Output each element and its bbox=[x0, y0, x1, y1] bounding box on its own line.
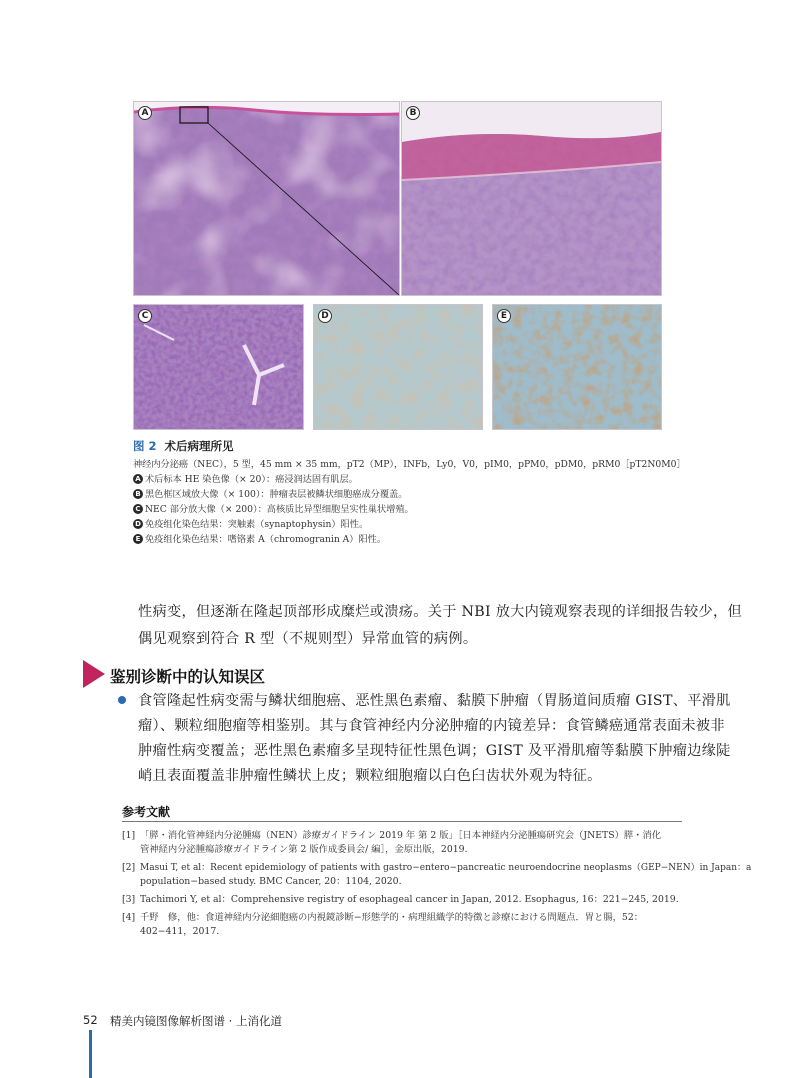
figure-title-text: 术后病理所见 bbox=[164, 439, 234, 453]
caption-badge-d: D bbox=[133, 519, 143, 529]
caption-line bbox=[133, 488, 407, 501]
panel-a-image bbox=[134, 102, 399, 295]
caption-text: NEC 部分放大像（× 200）：高核质比异型细胞呈实性巢状增殖。 bbox=[145, 504, 414, 515]
bullet-line: 肿瘤性病变覆盖；恶性黑色素瘤多呈现特征性黑色调；GIST 及平滑肌瘤等黏膜下肿瘤边缘陡 bbox=[138, 743, 731, 759]
panel-c-image bbox=[134, 305, 303, 429]
reference-text: 管神経内分泌腫瘍診療ガイドライン第 2 版作成委員会/ 編］，金原出版，2019. bbox=[140, 844, 468, 855]
running-footer-title: 精美内镜图像解析图谱 · 上消化道 bbox=[110, 1014, 282, 1028]
figure-number: 图 2 bbox=[133, 439, 157, 453]
caption-line bbox=[133, 518, 368, 531]
panel-e-image bbox=[493, 305, 661, 429]
panel-d-image bbox=[314, 305, 482, 429]
caption-badge-a: A bbox=[133, 474, 143, 484]
reference-number: [3] bbox=[122, 894, 136, 905]
figure-title bbox=[133, 438, 234, 454]
reference-number: [1] bbox=[122, 830, 136, 841]
bullet-line: 峭且表面覆盖非肿瘤性鳞状上皮；颗粒细胞瘤以白色臼齿状外观为特征。 bbox=[138, 768, 602, 784]
panel-b-he-zoom bbox=[401, 101, 662, 296]
reference-text: 「膵・消化管神経内分泌腫瘍（NEN）診療ガイドライン 2019 年 第 2 版」［日本神経内分泌腫瘍研究会（JNETS）膵・消化 bbox=[140, 830, 662, 841]
bullet-icon bbox=[118, 696, 126, 704]
section-title: 鉴别诊断中的认知误区 bbox=[110, 668, 266, 686]
panel-a-he-overview bbox=[133, 101, 400, 296]
reference-number: [4] bbox=[122, 912, 136, 923]
caption-line bbox=[133, 533, 386, 546]
bullet-line: 瘤）、颗粒细胞瘤等相鉴别。其与食管神经内分泌肿瘤的内镜差异：食管鳞癌通常表面未被非 bbox=[138, 718, 725, 734]
reference-text: 千野 修，他：食道神経内分泌細胞癌の内視鏡診断−形態学的・病理組織学的特徴と診療における問題点．胃と腸，52： bbox=[140, 912, 644, 923]
bullet-line: 食管隆起性病变需与鳞状细胞癌、恶性黑色素瘤、黏膜下肿瘤（胃肠道间质瘤 GIST、平滑肌 bbox=[138, 693, 731, 709]
caption-text: 免疫组化染色结果：突触素（synaptophysin）阳性。 bbox=[145, 519, 369, 530]
panel-d-synaptophysin bbox=[313, 304, 483, 430]
caption-line bbox=[133, 503, 414, 516]
panel-b-image bbox=[402, 102, 661, 295]
paragraph-line: 性病变，但逐渐在隆起顶部形成糜烂或溃疡。关于 NBI 放大内镜观察表现的详细报告较少，但 bbox=[138, 604, 742, 620]
caption-text: 神经内分泌癌（NEC），5 型，45 mm × 35 mm，pT2（MP），INFb，Ly0，V0，pIM0，pPM0，pDM0，pRM0［pT2N0M0］ bbox=[133, 459, 686, 470]
caption-text: 黑色框区域放大像（× 100）：肿瘤表层被鳞状细胞癌成分覆盖。 bbox=[145, 489, 408, 500]
reference-text: population−based study. BMC Cancer, 20：1104, 2020. bbox=[140, 876, 402, 887]
caption-text: 术后标本 HE 染色像（× 20）：癌浸润达固有肌层。 bbox=[145, 474, 358, 485]
panel-c-nec-zoom bbox=[133, 304, 304, 430]
reference-number: [2] bbox=[122, 862, 136, 873]
caption-text: 免疫组化染色结果：嗜铬素 A（chromogranin A）阳性。 bbox=[145, 534, 387, 545]
panel-a-label: A bbox=[138, 106, 152, 120]
panel-c-label: C bbox=[138, 309, 152, 323]
panel-e-label: E bbox=[497, 309, 511, 323]
panel-b-label: B bbox=[406, 106, 420, 120]
references-heading: 参考文献 bbox=[122, 805, 171, 819]
caption-line bbox=[133, 473, 358, 486]
paragraph-line: 偶见观察到符合 R 型（不规则型）异常血管的病例。 bbox=[138, 631, 478, 647]
panel-d-label: D bbox=[318, 309, 332, 323]
panel-e-chromogranin bbox=[492, 304, 662, 430]
page-number: 52 bbox=[83, 1013, 98, 1027]
references-divider bbox=[122, 821, 682, 822]
section-arrow-icon bbox=[83, 660, 105, 688]
caption-badge-b: B bbox=[133, 489, 143, 499]
footer-accent-bar bbox=[89, 1030, 92, 1078]
caption-badge-c: C bbox=[133, 504, 143, 514]
caption-line bbox=[133, 458, 686, 471]
reference-text: 402−411，2017. bbox=[140, 926, 220, 937]
reference-text: Masui T, et al：Recent epidemiology of patients with gastro−entero−pancreatic neuroendocrine neoplasms（GEP−NEN）in Japan：a bbox=[140, 863, 752, 873]
caption-badge-e: E bbox=[133, 534, 143, 544]
reference-text: Tachimori Y, et al：Comprehensive registry of esophageal cancer in Japan, 2012. Esophagus, 16：221−245, 2019. bbox=[140, 894, 679, 905]
